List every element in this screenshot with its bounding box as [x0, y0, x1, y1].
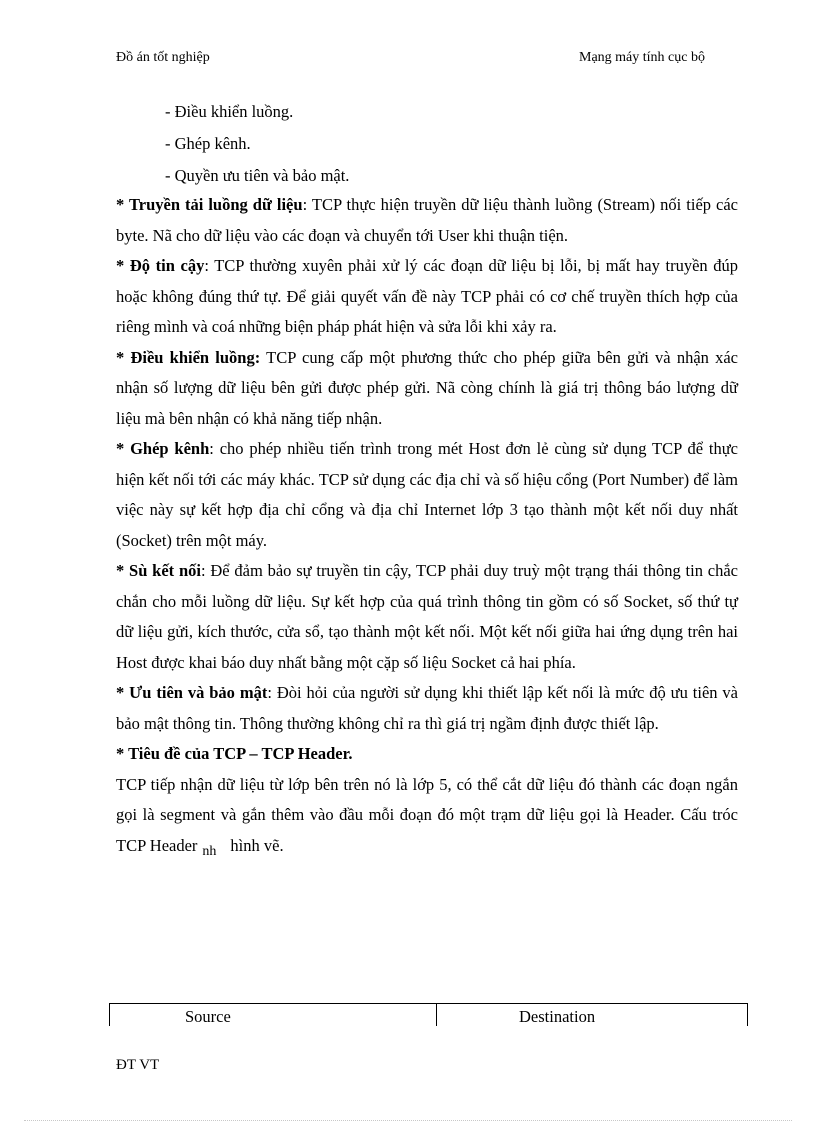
paragraph — [116, 251, 738, 343]
page-footer: ĐT VT — [116, 1057, 160, 1073]
paragraph — [116, 190, 738, 251]
paragraph-text: : TCP thực hiện truyền dữ liệu thành luồng (Stream) nối tiếp các byte. Nã cho dữ liệu vào các đoạn và chuyển tới User khi thuận tiện. — [116, 195, 739, 245]
bullet-item: - Ghép kênh. — [165, 134, 251, 153]
table-cell-destination: Destination — [519, 1007, 596, 1026]
page-header-right: Mạng máy tính cục bộ — [579, 50, 705, 65]
paragraph-lead: * Điều khiển luồng: — [116, 347, 261, 367]
page-header-left: Đồ án tốt nghiệp — [116, 50, 210, 65]
paragraph — [116, 770, 738, 864]
paragraph — [116, 343, 738, 435]
paragraph-tail: hình vẽ. — [230, 835, 284, 855]
table-cell-source: Source — [185, 1007, 231, 1026]
paragraph-lead: * Ưu tiên và bảo mật — [116, 683, 268, 702]
paragraph-text: TCP cung cấp một phương thức cho phép giữa bên gửi và nhận xác nhận số lượng dữ liệu bên gửi được phép gửi. Nã còng chính là giá trị thông báo lượng dữ liệu mà bên nhận có khả năng tiếp nhận. — [116, 347, 738, 428]
paragraph-text: : Đòi hỏi của người sử dụng khi thiết lập kết nối là mức độ ưu tiên và bảo mật thông tin. Thông thường không chỉ ra thì giá trị ngầm định được thiết lập. — [116, 683, 738, 733]
inline-small-text: nh — [202, 843, 217, 859]
bullet-item: - Quyền ưu tiên và bảo mật. — [165, 166, 350, 185]
tcp-header-table — [109, 1003, 748, 1026]
paragraph-text: : Để đảm bảo sự truyền tin cậy, TCP phải duy truỳ một trạng thái thông tin chắc chắn cho mỗi luồng dữ liệu. Sự kết hợp của quá trình thông tin gồm có số Socket, số thứ tự dữ liệu gửi, kích thước, cửa sổ, tạo thành một kết nối. Một kết nối giữa hai ứng dụng trên hai Host được khai báo duy nhất bằng một cặp số liệu Socket cả hai phía. — [116, 561, 738, 672]
section-heading — [116, 739, 738, 770]
paragraph-lead: * Sù kết nối — [116, 561, 201, 580]
bullet-item: - Điều khiển luồng. — [165, 102, 294, 121]
section-heading-text: * Tiêu đề của TCP – TCP Header. — [116, 744, 353, 763]
paragraph-text: : TCP thường xuyên phải xử lý các đoạn dữ liệu bị lỗi, bị mất hay truyền đúp hoặc không đúng thứ tự. Để giải quyết vấn đề này TCP phải có cơ chế truyền thích hợp của riêng mình và coá những biện pháp phát hiện và sửa lỗi khi xảy ra. — [116, 256, 739, 336]
paragraph-text: TCP tiếp nhận dữ liệu từ lớp bên trên nó là lớp 5, có thể cắt dữ liệu đó thành các đoạn ngắn gọi là segment và gắn thêm vào đầu mỗi đoạn đó một trạm dữ liệu gọi là Header. Cấu tróc TCP Header — [116, 774, 738, 855]
paragraph — [116, 678, 738, 739]
bullet-list — [165, 100, 349, 196]
body-text — [116, 190, 738, 863]
table-divider — [436, 1004, 437, 1026]
paragraph — [116, 556, 738, 678]
paragraph — [116, 434, 738, 556]
paragraph-lead: * Truyền tải luồng dữ liệu — [116, 195, 303, 214]
paragraph-lead: * Độ tin cậy — [116, 256, 205, 275]
page-bottom-divider — [24, 1120, 792, 1121]
paragraph-text: : cho phép nhiều tiến trình trong mét Host đơn lẻ cùng sử dụng TCP để thực hiện kết nối tới các máy khác. TCP sử dụng các địa chỉ và số hiệu cổng (Port Number) để làm việc này sự kết hợp địa chỉ cổng và địa chỉ Internet lớp 3 tạo thành một kết nối duy nhất (Socket) trên một máy. — [116, 439, 738, 550]
paragraph-lead: * Ghép kênh — [116, 439, 210, 458]
